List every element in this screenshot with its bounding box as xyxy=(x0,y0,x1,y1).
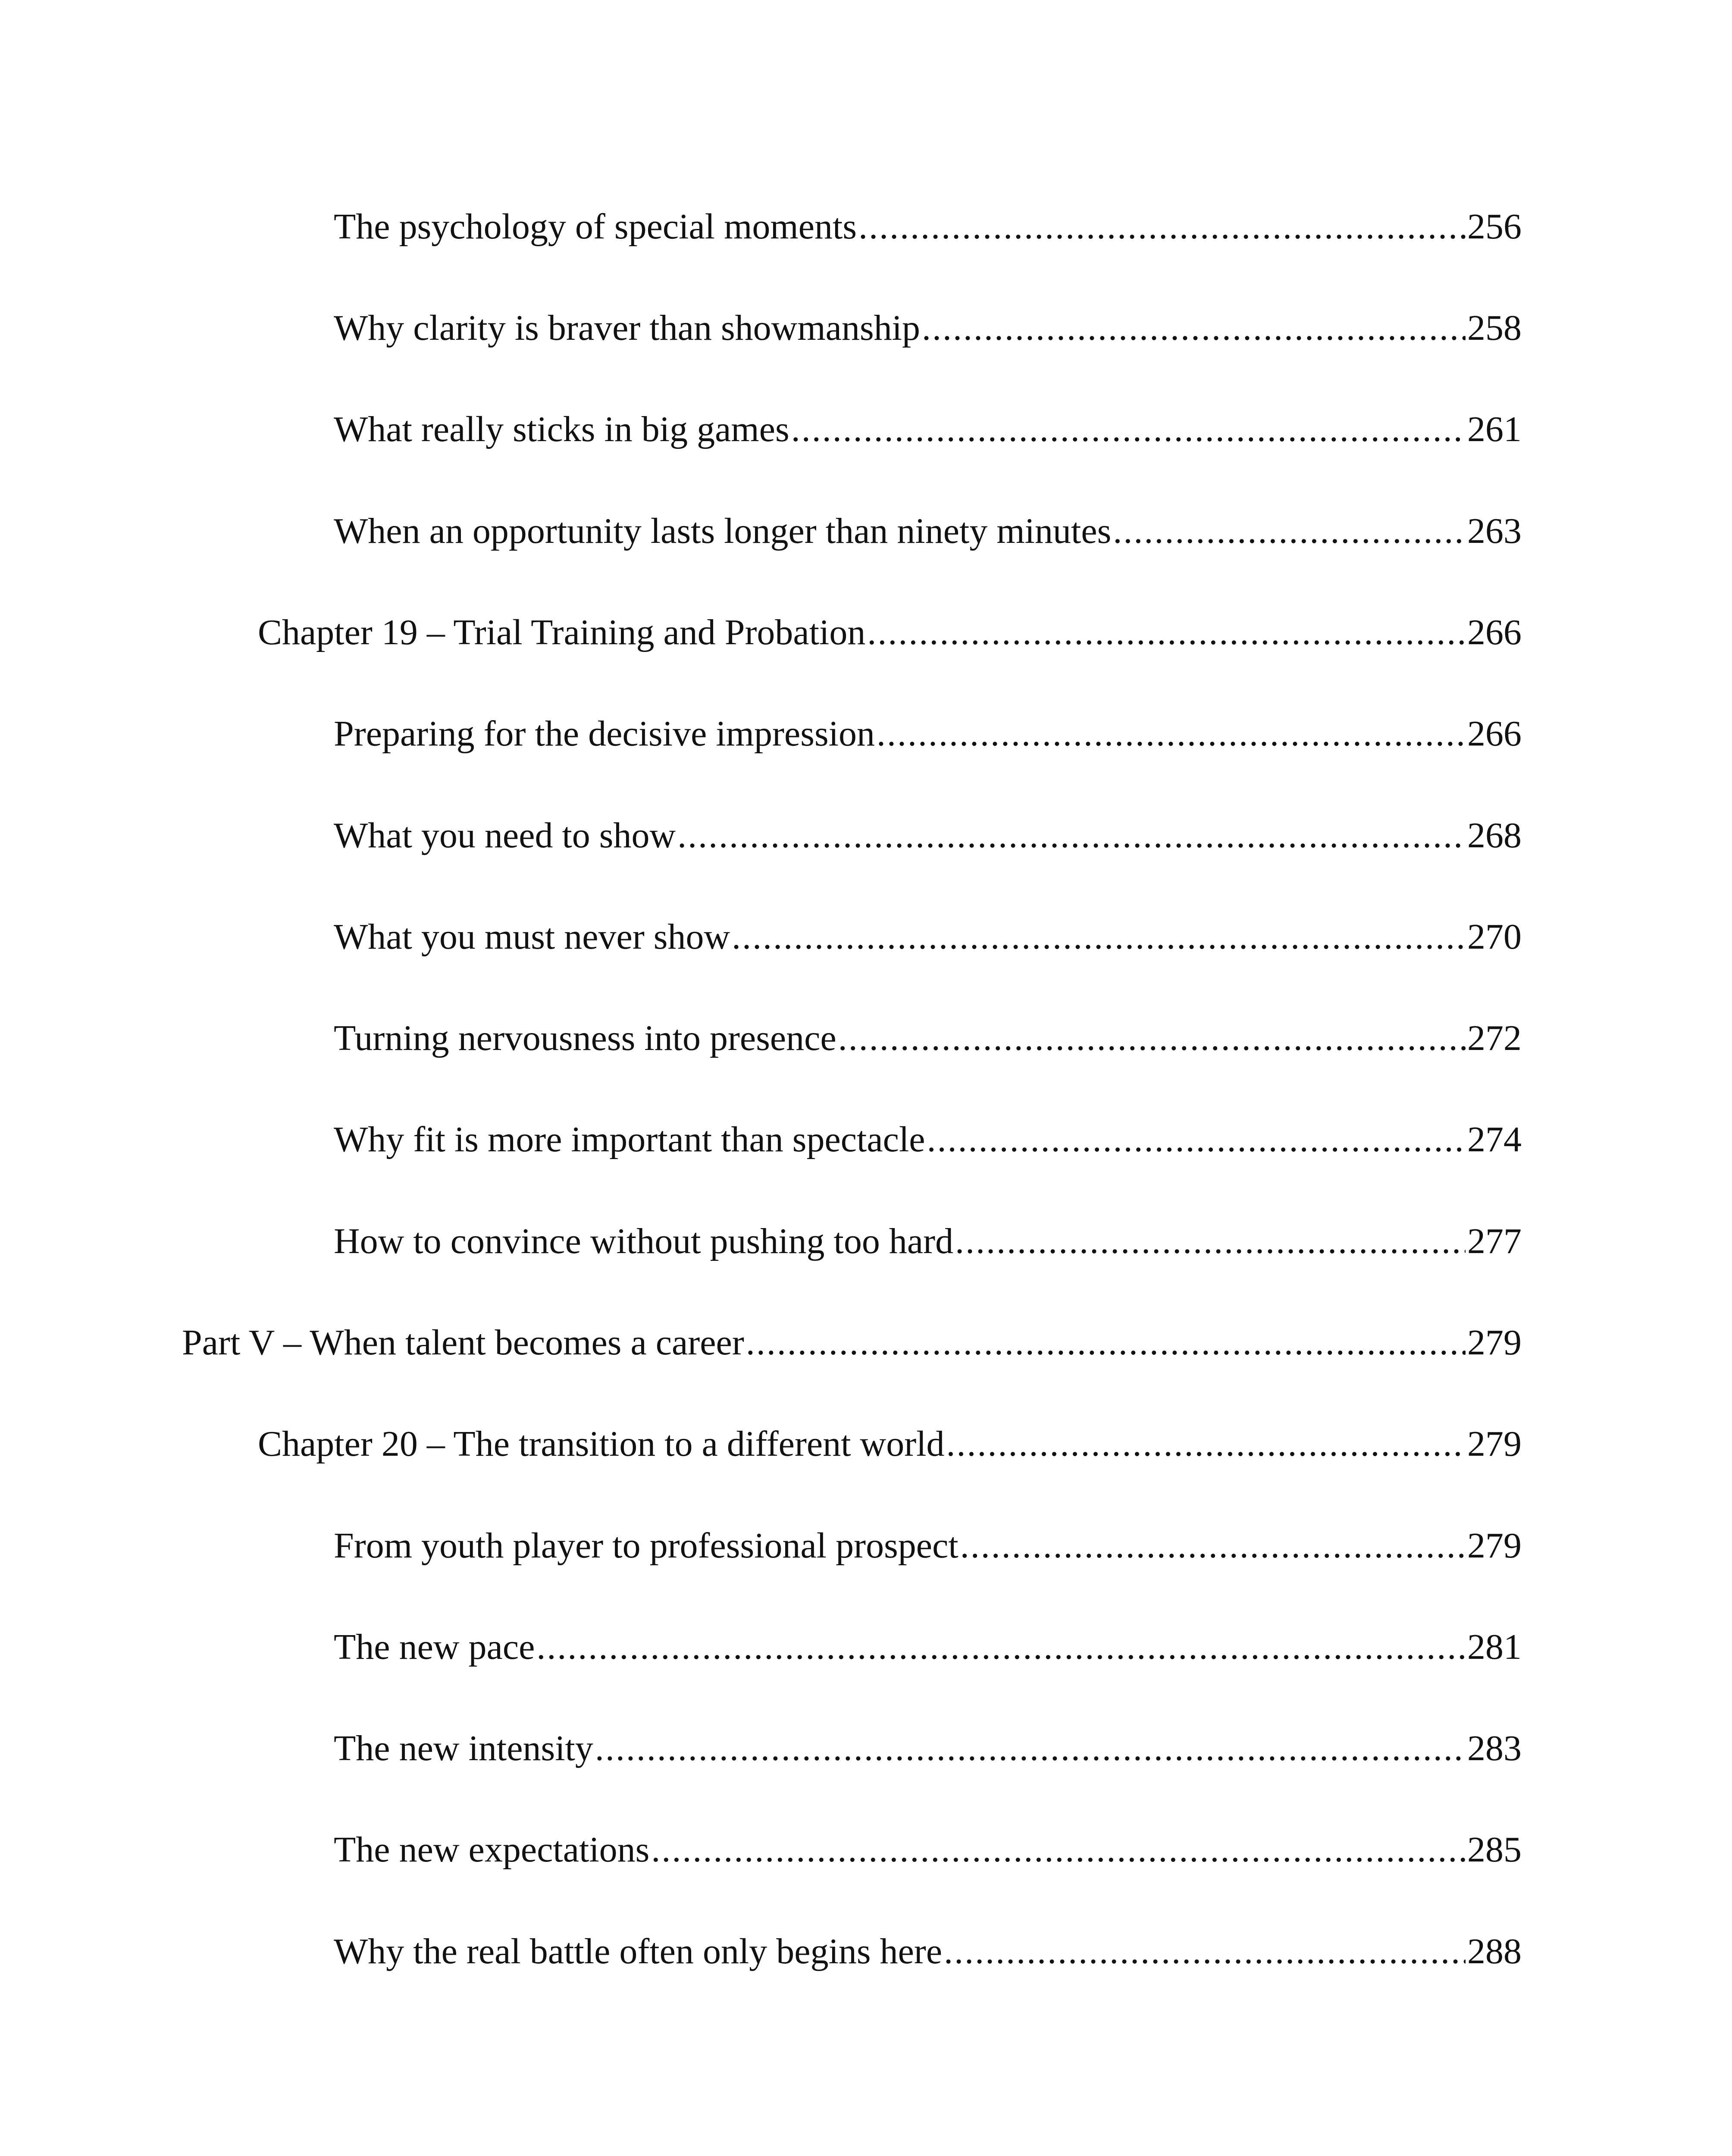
toc-entry-page: 268 xyxy=(1467,815,1522,856)
toc-dot-leader xyxy=(946,1423,1466,1466)
toc-entry-page: 281 xyxy=(1467,1627,1522,1667)
toc-entry-convince-without-pushing[interactable] xyxy=(334,1220,1522,1263)
toc-entry-page: 270 xyxy=(1467,917,1522,957)
toc-entry-title: What you must never show xyxy=(334,917,730,957)
toc-entry-page: 256 xyxy=(1467,207,1522,247)
toc-dot-leader xyxy=(858,205,1466,248)
toc-entry-new-intensity[interactable] xyxy=(334,1727,1522,1770)
toc-dot-leader xyxy=(944,1930,1466,1973)
toc-entry-page: 274 xyxy=(1467,1119,1522,1159)
toc-dot-leader xyxy=(1113,510,1466,553)
toc-entry-page: 279 xyxy=(1467,1424,1522,1464)
toc-entry-title: What you need to show xyxy=(334,815,676,856)
toc-entry-title: Preparing for the decisive impression xyxy=(334,714,875,754)
toc-entry-what-you-must-never-show[interactable] xyxy=(334,915,1522,959)
toc-dot-leader xyxy=(651,1828,1466,1871)
toc-entry-page: 263 xyxy=(1467,511,1522,551)
toc-entry-title: When an opportunity lasts longer than ninety minutes xyxy=(334,511,1112,551)
toc-dot-leader xyxy=(927,1118,1466,1161)
toc-entry-page: 266 xyxy=(1467,612,1522,652)
toc-entry-title: The new intensity xyxy=(334,1728,593,1768)
toc-dot-leader xyxy=(732,915,1466,959)
toc-dot-leader xyxy=(838,1017,1466,1060)
toc-entry-title: The new expectations xyxy=(334,1830,650,1870)
toc-entry-title: Chapter 20 – The transition to a different world xyxy=(258,1424,945,1464)
toc-entry-nervousness-into-presence[interactable] xyxy=(334,1017,1522,1060)
toc-entry-title: Why the real battle often only begins here xyxy=(334,1931,943,1971)
toc-entry-fit-over-spectacle[interactable] xyxy=(334,1118,1522,1161)
toc-entry-chapter-19[interactable] xyxy=(258,611,1522,654)
toc-entry-title: Part V – When talent becomes a career xyxy=(182,1322,744,1363)
toc-dot-leader xyxy=(536,1626,1466,1669)
toc-entry-real-battle-begins[interactable] xyxy=(334,1930,1522,1973)
toc-dot-leader xyxy=(595,1727,1466,1770)
toc-entry-page: 277 xyxy=(1467,1221,1522,1261)
toc-entry-title: The psychology of special moments xyxy=(334,207,857,247)
toc-dot-leader xyxy=(791,408,1466,451)
toc-entry-new-pace[interactable] xyxy=(334,1626,1522,1669)
toc-dot-leader xyxy=(960,1524,1466,1567)
toc-entry-psychology-of-special-moments[interactable] xyxy=(334,205,1522,248)
toc-entry-page: 266 xyxy=(1467,714,1522,754)
toc-entry-page: 258 xyxy=(1467,308,1522,348)
toc-entry-title: How to convince without pushing too hard xyxy=(334,1221,954,1261)
toc-entry-title: Turning nervousness into presence xyxy=(334,1018,836,1058)
toc-entry-page: 285 xyxy=(1467,1830,1522,1870)
toc-entry-opportunity-longer-than-ninety-minutes[interactable] xyxy=(334,510,1522,553)
toc-entry-page: 288 xyxy=(1467,1931,1522,1971)
toc-entry-preparing-decisive-impression[interactable] xyxy=(334,712,1522,755)
toc-entry-title: Why clarity is braver than showmanship xyxy=(334,308,920,348)
toc-entry-title: From youth player to professional prospect xyxy=(334,1526,958,1566)
toc-dot-leader xyxy=(746,1321,1466,1364)
toc-entry-title: The new pace xyxy=(334,1627,535,1667)
toc-dot-leader xyxy=(922,307,1466,350)
toc-entry-clarity-braver-than-showmanship[interactable] xyxy=(334,307,1522,350)
toc-entry-chapter-20[interactable] xyxy=(258,1423,1522,1466)
toc-entry-title: Chapter 19 – Trial Training and Probation xyxy=(258,612,866,652)
toc-entry-part-v[interactable] xyxy=(182,1321,1522,1364)
toc-dot-leader xyxy=(677,814,1466,857)
toc-entry-page: 261 xyxy=(1467,409,1522,449)
toc-entry-what-sticks-in-big-games[interactable] xyxy=(334,408,1522,451)
toc-entry-what-you-need-to-show[interactable] xyxy=(334,814,1522,857)
toc-entry-title: What really sticks in big games xyxy=(334,409,789,449)
toc-entry-title: Why fit is more important than spectacle xyxy=(334,1119,925,1159)
toc-entry-youth-to-professional[interactable] xyxy=(334,1524,1522,1567)
toc-entry-page: 279 xyxy=(1467,1526,1522,1566)
toc-entry-page: 272 xyxy=(1467,1018,1522,1058)
toc-dot-leader xyxy=(867,611,1466,654)
toc-entry-page: 279 xyxy=(1467,1322,1522,1363)
toc-dot-leader xyxy=(955,1220,1466,1263)
toc-entry-new-expectations[interactable] xyxy=(334,1828,1522,1871)
toc-dot-leader xyxy=(877,712,1466,755)
toc-entry-page: 283 xyxy=(1467,1728,1522,1768)
